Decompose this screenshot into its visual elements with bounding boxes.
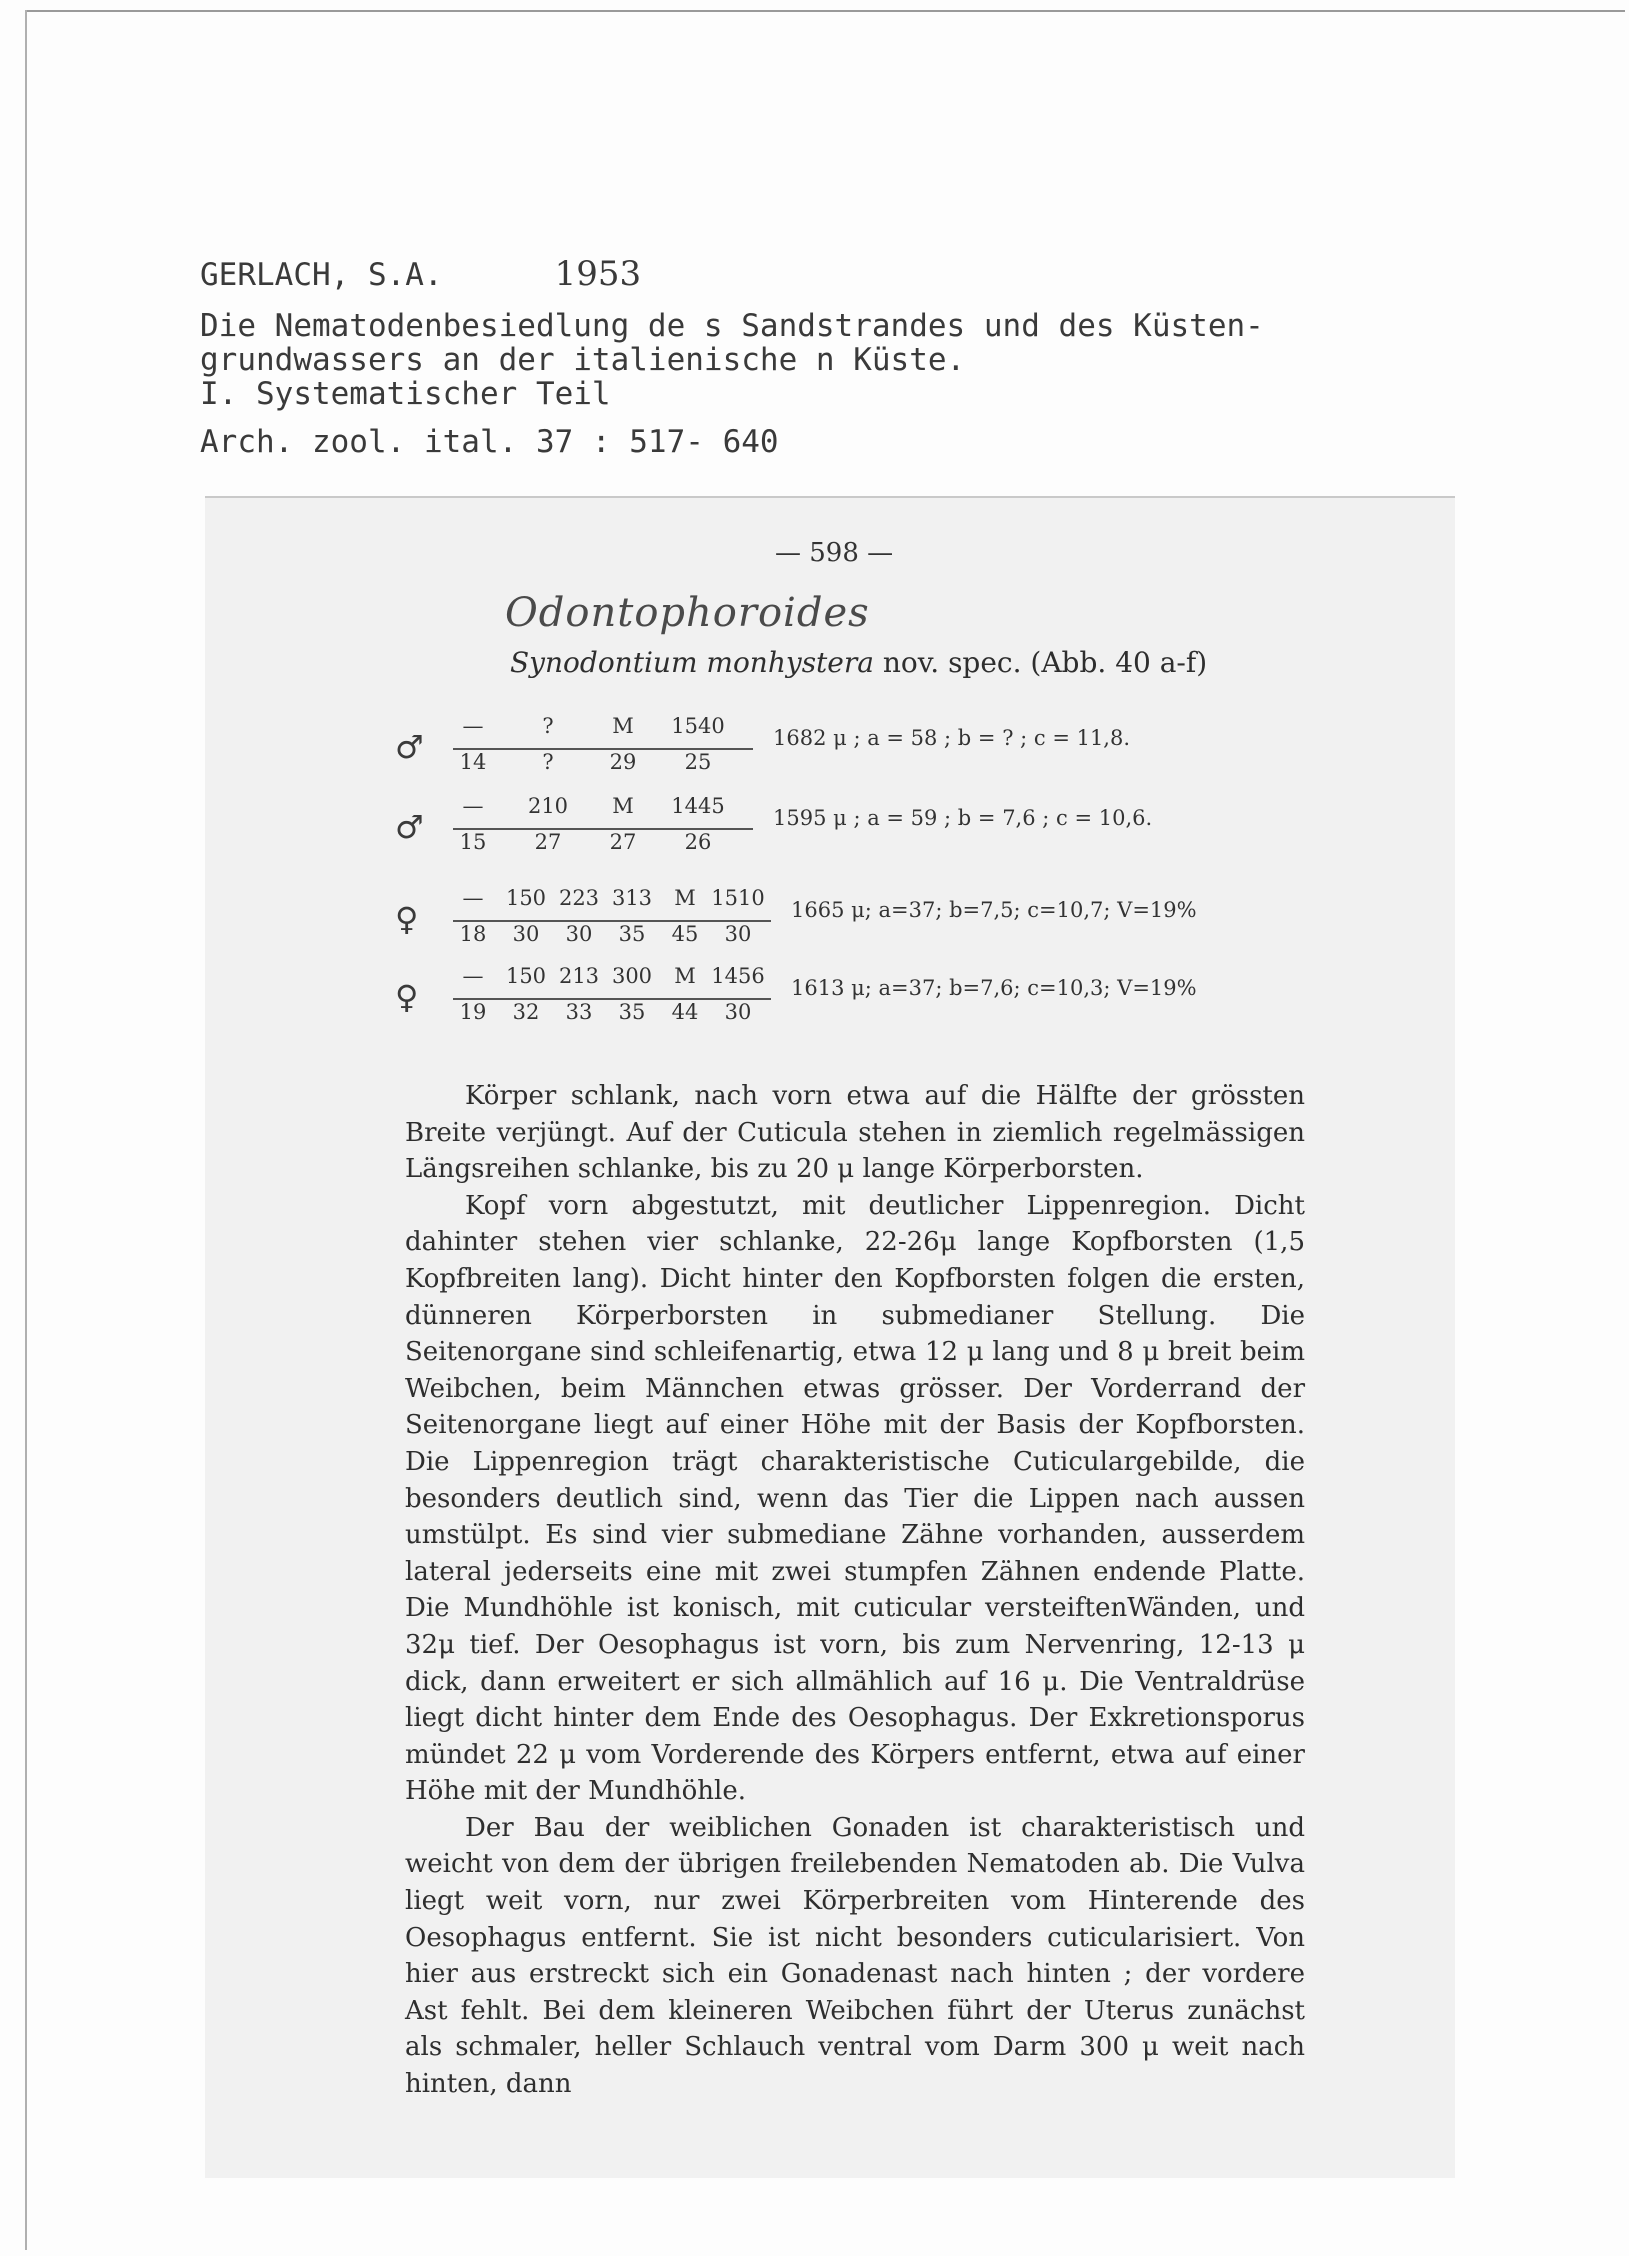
measurement-top-value: 1540	[671, 714, 725, 738]
measurement-bottom-value: 30	[724, 1000, 752, 1024]
measurement-bottom-value: 27	[534, 830, 562, 854]
measurement-result: 1665 μ; a=37; b=7,5; c=10,7; V=19%	[791, 898, 1197, 922]
measurement-bottom-value: 14	[459, 750, 487, 774]
male-symbol: ♂	[395, 728, 424, 766]
reference-author-line	[200, 254, 641, 294]
measurement-top-value: —	[462, 886, 484, 910]
measurement-bottom-value: 33	[565, 1000, 593, 1024]
clipped-page	[205, 496, 1455, 2178]
measurement-bottom-value: 30	[565, 922, 593, 946]
measurement-bottom-value: 30	[512, 922, 540, 946]
paragraph: Kopf vorn abgestutzt, mit deutlicher Lippenregion. Dicht dahinter stehen vier schlanke, 22-26μ lange Kopfborsten (1,5 Kopfbreiten lang). Dicht hinter den Kopfborsten folgen die ersten, dünneren Körperborsten in submedianer Stellung. Die Seitenorgane sind schleifenartig, etwa 12 μ lang und 8 μ breit beim Weibchen, beim Männchen etwas grösser. Der Vorderrand der Seitenorgane liegt auf einer Höhe mit der Basis der Kopfborsten. Die Lippenregion trägt charakteristische Cuticulargebilde, die besonders deutlich sind, wenn das Tier die Lippen nach aussen umstülpt. Es sind vier submediane Zähne vorhanden, ausserdem lateral jederseits eine mit zwei stumpfen Zähnen endende Platte. Die Mundhöhle ist konisch, mit cuticular versteiftenWänden, und 32μ tief. Der Oesophagus ist vorn, bis zum Nervenring, 12-13 μ dick, dann erweitert er sich allmählich auf 16 μ. Die Ventraldrüse liegt dicht hinter dem Ende des Oesophagus. Der Exkretionsporus mündet 22 μ vom Vorderende des Körpers entfernt, etwa auf einer Höhe mit der Mundhöhle.	[405, 1190, 1305, 1807]
measurement-top-value: 150	[505, 886, 547, 910]
measurement-bottom-value: 19	[459, 1000, 487, 1024]
paragraph: Körper schlank, nach vorn etwa auf die Hälfte der grössten Breite verjüngt. Auf der Cuticula stehen in ziemlich regelmässigen Längsreihen schlanke, bis zu 20 μ lange Körperborsten.	[405, 1081, 1305, 1185]
measurement-result: 1595 μ ; a = 59 ; b = 7,6 ; c = 10,6.	[773, 806, 1153, 830]
measurement-row	[395, 788, 1395, 868]
handwritten-genus-note: Odontophoroides	[505, 590, 870, 636]
measurement-bottom-value: 35	[618, 1000, 646, 1024]
species-name: Synodontium monhystera	[510, 646, 874, 679]
reference-year: 1953	[554, 254, 642, 294]
reference-title-line-1: Die Nematodenbesiedlung de s Sandstrandes und des Küsten-	[200, 308, 1264, 344]
measurement-top-value: 223	[558, 886, 600, 910]
measurement-result: 1613 μ; a=37; b=7,6; c=10,3; V=19%	[791, 976, 1197, 1000]
measurement-top-value: —	[462, 964, 484, 988]
measurement-row	[395, 880, 1395, 960]
female-symbol: ♀	[395, 978, 419, 1016]
measurement-bottom-value: 35	[618, 922, 646, 946]
measurement-bottom-value: ?	[542, 750, 554, 774]
measurement-top-value: 313	[611, 886, 653, 910]
paragraph: Der Bau der weiblichen Gonaden ist charakteristisch und weicht von dem der übrigen freilebenden Nematoden ab. Die Vulva liegt weit vorn, nur zwei Körperbreiten vom Hinterende des Oesophagus entfernt. Sie ist nicht besonders cuticularisiert. Von hier aus erstreckt sich ein Gonadenast nach hinten ; der vordere Ast fehlt. Bei dem kleineren Weibchen führt der Uterus zunächst als schmaler, heller Schlauch ventral vom Darm 300 μ weit nach hinten, dann	[405, 1812, 1305, 2100]
scan-left-edge	[25, 10, 27, 2250]
measurement-top-value: M	[674, 886, 696, 910]
measurement-bottom-value: 29	[609, 750, 637, 774]
measurement-bottom-value: 30	[724, 922, 752, 946]
measurement-bottom-value: 32	[512, 1000, 540, 1024]
scan-top-edge	[25, 10, 1625, 12]
measurement-top-value: M	[674, 964, 696, 988]
measurement-bottom-value: 27	[609, 830, 637, 854]
reference-citation: Arch. zool. ital. 37 : 517- 640	[200, 424, 779, 460]
measurement-top-value: M	[612, 714, 634, 738]
measurement-bottom-value: 45	[671, 922, 699, 946]
measurement-top-value: 150	[505, 964, 547, 988]
reference-title-line-2: grundwassers an der italienische n Küste.	[200, 342, 966, 378]
male-symbol: ♂	[395, 808, 424, 846]
measurement-top-value: —	[462, 794, 484, 818]
description-text	[405, 1078, 1305, 2103]
measurement-bottom-value: 18	[459, 922, 487, 946]
measurement-top-value: M	[612, 794, 634, 818]
measurement-top-value: 213	[558, 964, 600, 988]
measurement-row	[395, 958, 1395, 1038]
reference-title-line-3: I. Systematischer Teil	[200, 376, 611, 412]
measurement-top-value: 210	[527, 794, 569, 818]
measurement-bottom-value: 15	[459, 830, 487, 854]
measurement-result: 1682 μ ; a = 58 ; b = ? ; c = 11,8.	[773, 726, 1131, 750]
measurement-bottom-value: 44	[671, 1000, 699, 1024]
female-symbol: ♀	[395, 900, 419, 938]
measurement-row	[395, 708, 1395, 788]
page-number: — 598 —	[775, 538, 894, 568]
measurement-bottom-value: 26	[684, 830, 712, 854]
measurement-bottom-value: 25	[684, 750, 712, 774]
measurement-top-value: 1456	[711, 964, 765, 988]
measurement-top-value: ?	[542, 714, 554, 738]
measurement-top-value: —	[462, 714, 484, 738]
species-status: nov. spec. (Abb. 40 a-f)	[882, 646, 1208, 679]
measurement-top-value: 300	[611, 964, 653, 988]
measurement-top-value: 1510	[711, 886, 765, 910]
measurement-top-value: 1445	[671, 794, 725, 818]
reference-author: GERLACH, S.A.	[200, 257, 443, 293]
species-heading	[510, 646, 1207, 679]
